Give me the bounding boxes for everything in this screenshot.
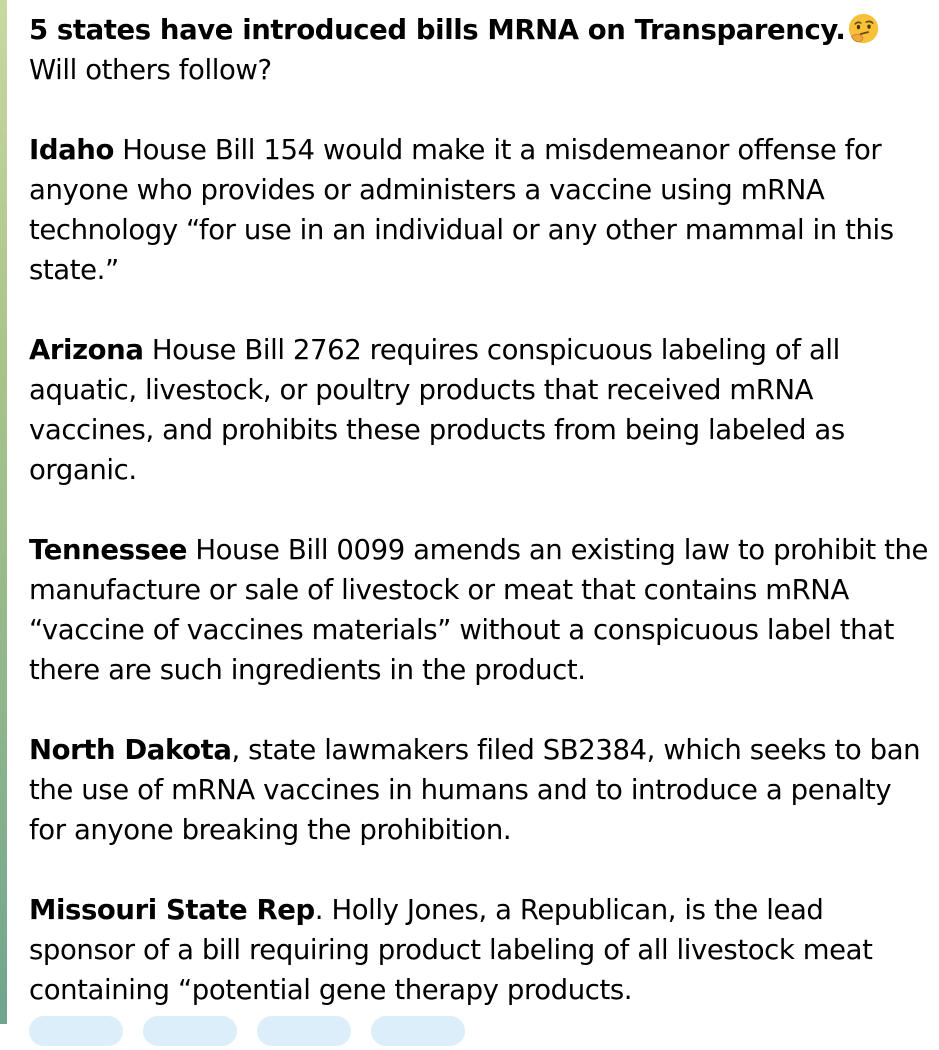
state-name: North Dakota: [29, 734, 232, 766]
paragraph-text: , state lawmakers filed SB2384, which seeks to ban the use of mRNA vaccines in humans and to introduce a penalty for anyone breaking the prohibition.: [29, 734, 921, 846]
state-name: Arizona: [29, 334, 144, 366]
reaction-button[interactable]: [143, 1016, 237, 1046]
paragraph-text: House Bill 154 would make it a misdemeanor offense for anyone who provides or administers a vaccine using mRNA technology “for use in an individual or any other mammal in this state.”: [29, 134, 894, 286]
paragraph-missouri: [29, 890, 929, 1010]
reactions-bar: [29, 1016, 465, 1046]
chat-bubble-edge: [0, 0, 7, 1024]
message-text: [29, 10, 929, 1050]
message-headline: [29, 10, 929, 90]
reaction-button[interactable]: [257, 1016, 351, 1046]
paragraph-text: . Holly Jones, a Republican, is the lead sponsor of a bill requiring product labeling of all livestock meat containing “potential gene therapy products.: [29, 894, 873, 1006]
paragraph-text: House Bill 2762 requires conspicuous labeling of all aquatic, livestock, or poultry products that received mRNA vaccines, and prohibits these products from being labeled as organic.: [29, 334, 845, 486]
paragraph-tennessee: [29, 530, 929, 690]
reaction-button[interactable]: [371, 1016, 465, 1046]
state-name: Tennessee: [29, 534, 188, 566]
state-name: Missouri State Rep: [29, 894, 315, 926]
paragraph-north-dakota: [29, 730, 929, 850]
reaction-button[interactable]: [29, 1016, 123, 1046]
paragraph-idaho: [29, 130, 929, 290]
paragraph-arizona: [29, 330, 929, 490]
state-name: Idaho: [29, 134, 114, 166]
headline-rest: Will others follow?: [29, 54, 272, 86]
paragraph-text: House Bill 0099 amends an existing law to prohibit the manufacture or sale of livestock or meat that contains mRNA “vaccine of vaccines materials” without a conspicuous label that there are such ingredients in the product.: [29, 534, 929, 686]
headline-bold: 5 states have introduced bills MRNA on Transparency.: [29, 14, 846, 46]
thinking-face-icon: [847, 12, 880, 45]
